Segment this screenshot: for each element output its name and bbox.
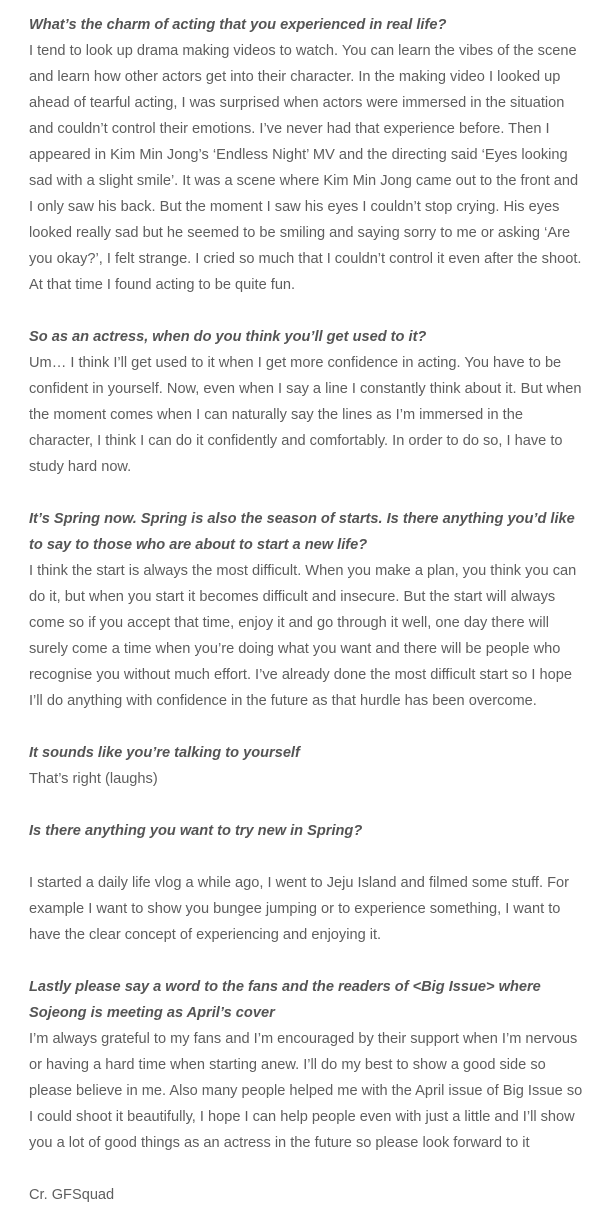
answer-text: I started a daily life vlog a while ago, I went to Jeju Island and filmed some stuff. For example I want to show you bungee jumping or to experience something, I want to have the clear concept of experiencing and enjoying it. xyxy=(29,875,569,943)
question-text: So as an actress, when do you think you’ll get used to it? xyxy=(29,329,427,345)
answer-text: Um… I think I’ll get used to it when I get more confidence in acting. You have to be confident in yourself. Now, even when I say a line I constantly think about it. But when the moment comes when I can naturally say the lines as I’m immersed in the character, I think I can do it confidently and comfortably. In order to do so, I have to study hard now. xyxy=(29,355,582,475)
answer-text: I’m always grateful to my fans and I’m encouraged by their support when I’m nervous or having a hard time when starting anew. I’ll do my best to show a good side so please believe in me. Also many people helped me with the April issue of Big Issue so I could shoot it beautifully, I hope I can help people even with just a little and I’ll show you a lot of good things as an actress in the future so please look forward to it xyxy=(29,1031,583,1151)
answer-text: I think the start is always the most difficult. When you make a plan, you think you can do it, but when you start it becomes difficult and insecure. But the start will always come so if you accept that time, enjoy it and go through it well, one day there will surely come a time when you’re doing what you want and there will be people who recognise you without much effort. I’ve already done the most difficult start so I hope I’ll do anything with confidence in the future as that hurdle has been overcome. xyxy=(29,563,577,709)
qa-block xyxy=(29,818,585,948)
question-text: It’s Spring now. Spring is also the season of starts. Is there anything you’d like to say to those who are about to start a new life? xyxy=(29,511,575,553)
answer-text: I tend to look up drama making videos to watch. You can learn the vibes of the scene and learn how other actors get into their character. In the making video I looked up ahead of tearful acting, I was surprised when actors were immersed in the situation and couldn’t control their emotions. I’ve never had that experience before. Then I appeared in Kim Min Jong’s ‘Endless Night’ MV and the directing said ‘Eyes looking sad with a slight smile’. It was a scene where Kim Min Jong came out to the front and I only saw his back. But the moment I saw his eyes I couldn’t stop crying. His eyes looked really sad but he seemed to be smiling and saying sorry to me or asking ‘Are you okay?’, I felt strange. I cried so much that I couldn’t control it even after the shoot. At that time I found acting to be quite fun. xyxy=(29,43,582,293)
credit-text: Cr. GFSquad xyxy=(29,1187,115,1203)
qa-block xyxy=(29,506,585,714)
qa-block xyxy=(29,740,585,792)
qa-block xyxy=(29,12,585,298)
question-text: It sounds like you’re talking to yourself xyxy=(29,745,300,761)
question-text: What’s the charm of acting that you experienced in real life? xyxy=(29,17,447,33)
question-text: Is there anything you want to try new in Spring? xyxy=(29,823,363,839)
answer-text: That’s right (laughs) xyxy=(29,771,158,787)
qa-block xyxy=(29,974,585,1156)
interview-document xyxy=(29,12,585,1208)
question-text: Lastly please say a word to the fans and the readers of <Big Issue> where Sojeong is meeting as April’s cover xyxy=(29,979,541,1021)
qa-block xyxy=(29,324,585,480)
